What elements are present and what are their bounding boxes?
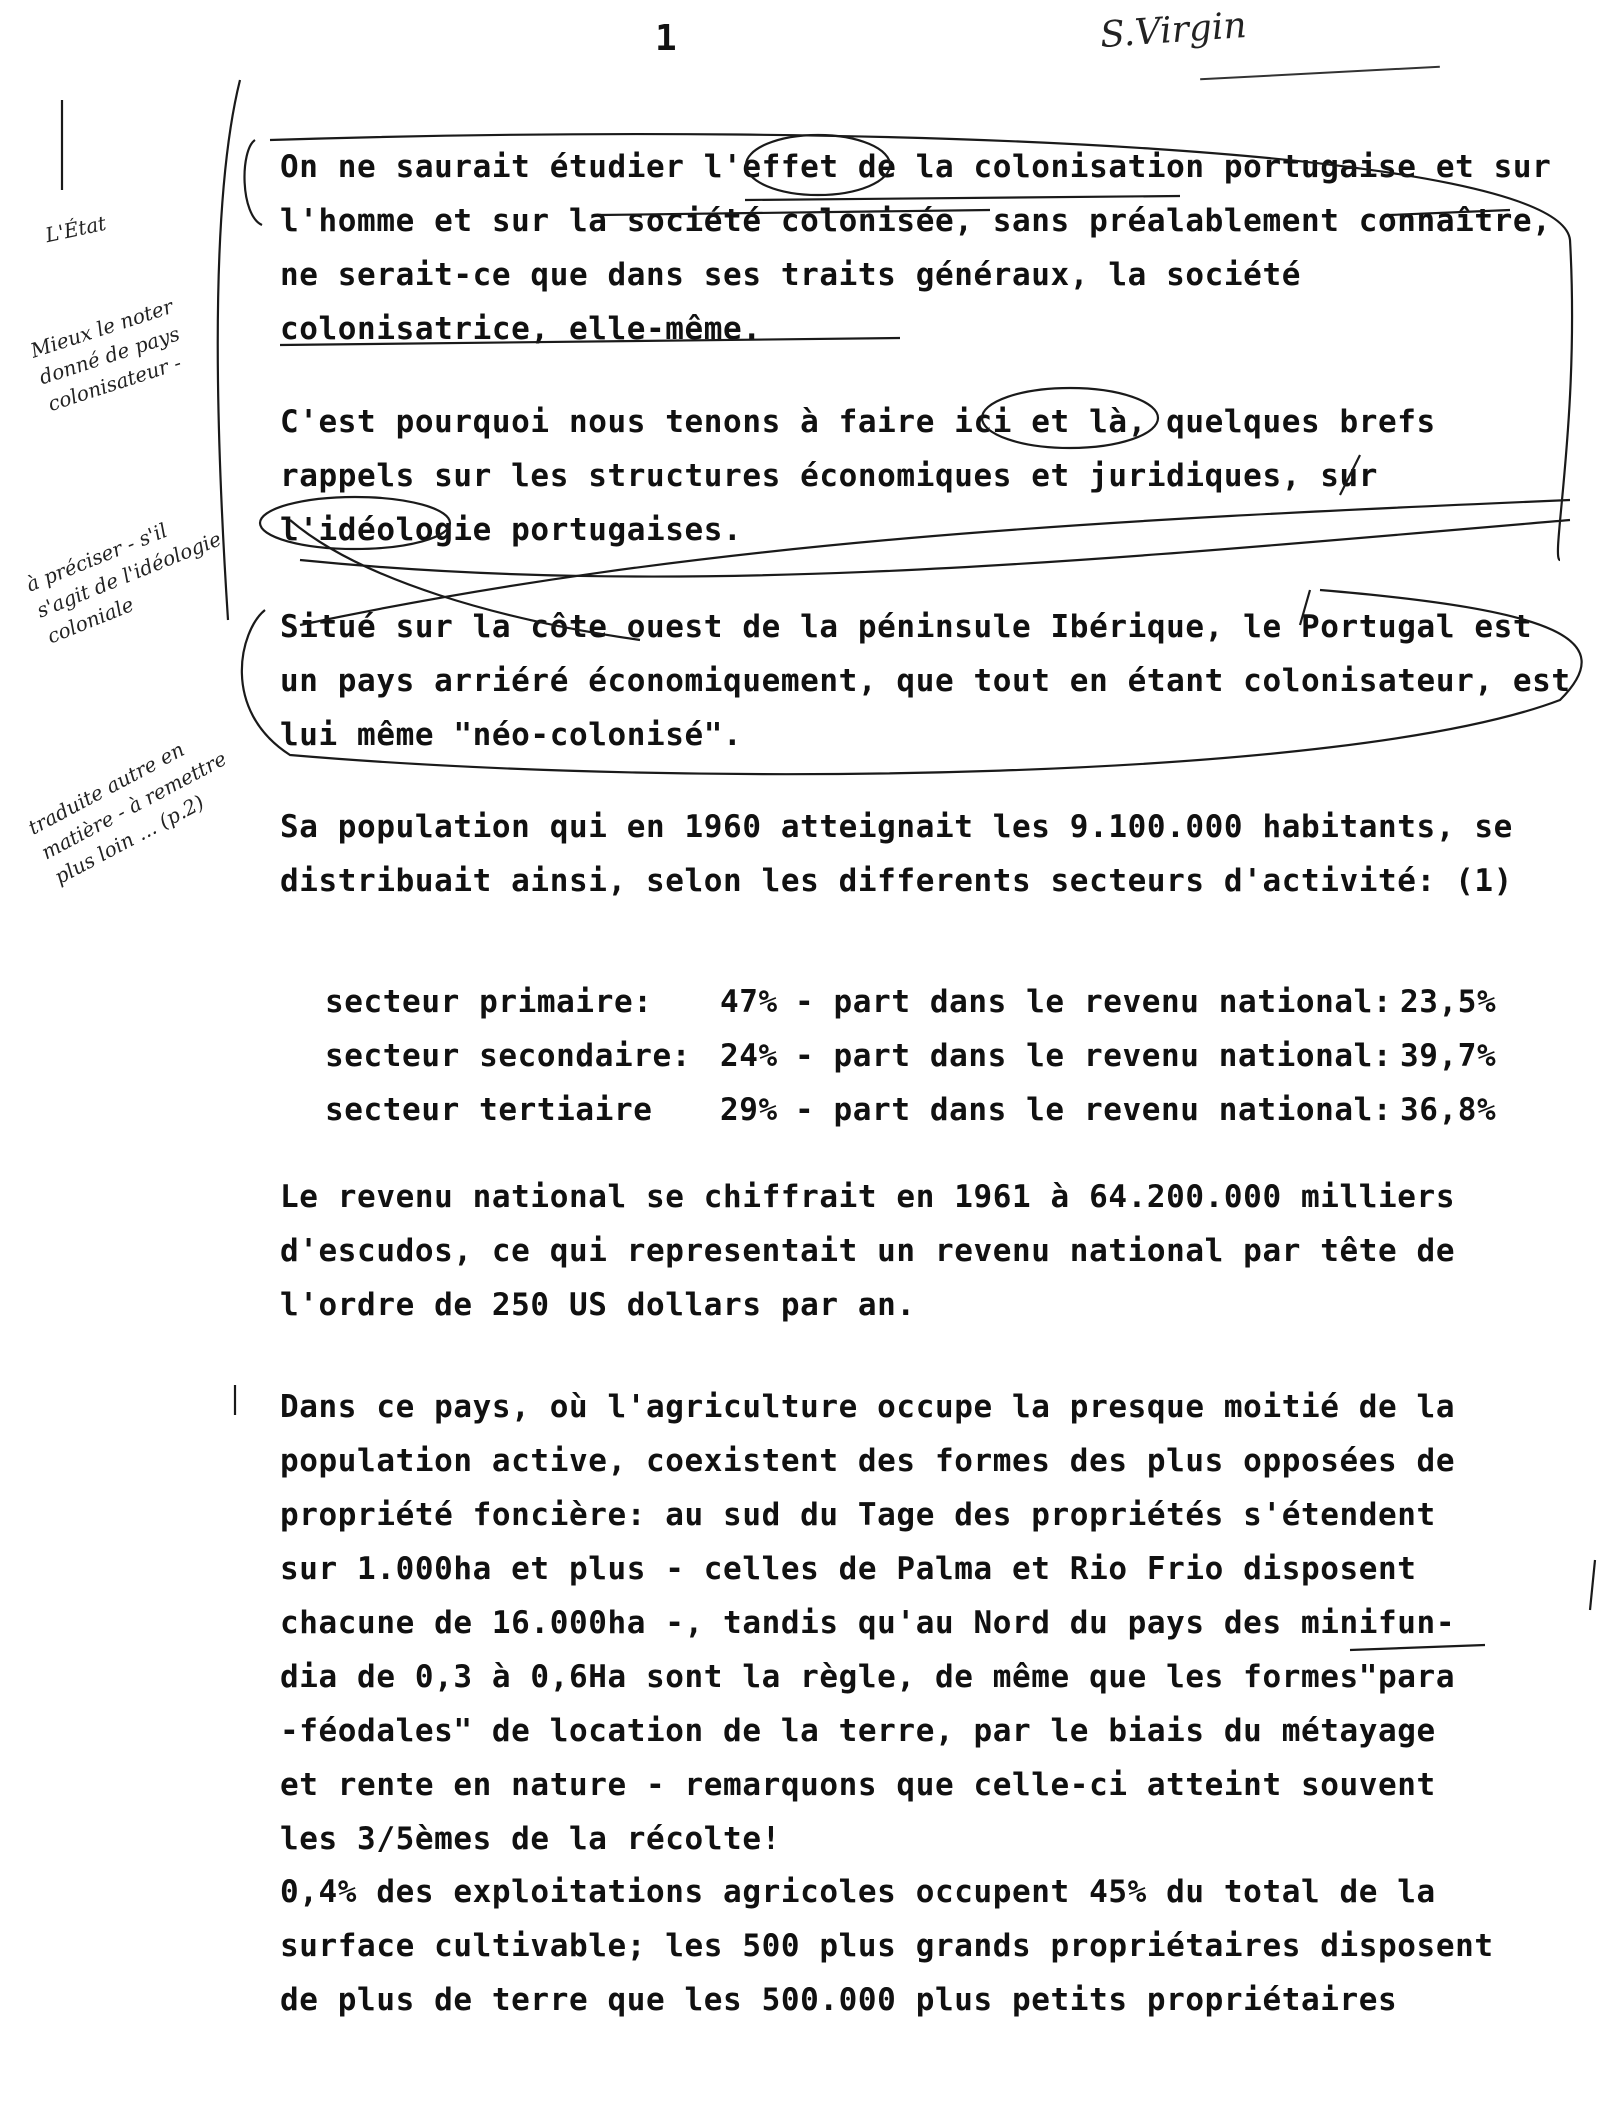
sector-share-text: - part dans le revenu national: — [795, 984, 1393, 1020]
sector-label: secteur tertiaire — [325, 1092, 653, 1128]
paragraph-1: On ne saurait étudier l'effet de la colonisation portugaise et sur l'homme et sur la société colonisée, sans préalablement connaître, ne serait-ce que dans ses traits généraux, la société colonisatrice, elle-même. — [280, 149, 1552, 347]
text-line: de plus de terre que les 500.000 plus petits propriétaires — [280, 1982, 1398, 2018]
text-line: surface cultivable; les 500 plus grands propriétaires disposent — [280, 1928, 1494, 1964]
text-line: 0,4% des exploitations agricoles occupent 45% du total de la — [280, 1874, 1436, 1910]
margin-note-1: L'État — [43, 210, 109, 248]
handwritten-signature: S.Virgin — [1098, 4, 1248, 57]
margin-note-2: Mieux le noter donné de pays colonisateur - — [27, 294, 185, 416]
text-line: dia de 0,3 à 0,6Ha sont la règle, de même que les formes"para — [280, 1659, 1456, 1695]
margin-note-3: à préciser - s'il s'agit de l'idéologie coloniale — [22, 518, 225, 649]
paragraph-2: C'est pourquoi nous tenons à faire ici et là, quelques brefs rappels sur les structures économiques et juridiques, sur l'idéologie portugaises. — [280, 404, 1436, 548]
text-line: Dans ce pays, où l'agriculture occupe la presque moitié de la — [280, 1389, 1456, 1425]
bracket-stroke — [245, 140, 262, 225]
text-line: et rente en nature - remarquons que celle-ci atteint souvent — [280, 1767, 1436, 1803]
sector-share-text: - part dans le revenu national: — [795, 1092, 1393, 1128]
sector-share-text: - part dans le revenu national: — [795, 1038, 1393, 1074]
paragraph-6 — [280, 1380, 1580, 1866]
sector-list — [325, 975, 1575, 1137]
page-number: 1 — [655, 18, 677, 59]
text-line: population active, coexistent des formes des plus opposées de — [280, 1443, 1456, 1479]
signature-underline — [1200, 66, 1440, 81]
sector-share-value: 39,7% — [1400, 1038, 1497, 1074]
text-line: propriété foncière: au sud du Tage des propriétés s'étendent — [280, 1497, 1436, 1533]
sector-percent: 24% — [720, 1038, 778, 1074]
sector-share-value: 36,8% — [1400, 1092, 1497, 1128]
sector-percent: 47% — [720, 984, 778, 1020]
text-line: chacune de 16.000ha -, tandis qu'au Nord du pays des minifun- — [280, 1605, 1456, 1641]
margin-stroke — [1590, 1560, 1595, 1610]
paragraph-5: Le revenu national se chiffrait en 1961 à 64.200.000 milliers d'escudos, ce qui representait un revenu national par tête de l'ordre de 250 US dollars par an. — [280, 1179, 1456, 1323]
sector-share-value: 23,5% — [1400, 984, 1497, 1020]
text-line: sur 1.000ha et plus - celles de Palma et Rio Frio disposent — [280, 1551, 1417, 1587]
text-line: les 3/5èmes de la récolte! — [280, 1821, 781, 1857]
sector-row-secondary — [325, 1029, 1575, 1083]
text-line: -féodales" de location de la terre, par le biais du métayage — [280, 1713, 1436, 1749]
paragraph-3: Situé sur la côte ouest de la péninsule Ibérique, le Portugal est un pays arriéré économiquement, que tout en étant colonisateur, est lui même "néo-colonisé". — [280, 609, 1571, 753]
paragraph-4: Sa population qui en 1960 atteignait les 9.100.000 habitants, se distribuait ainsi, selon les differents secteurs d'activité: (1) — [280, 809, 1513, 899]
sector-row-tertiary — [325, 1083, 1575, 1137]
sector-row-primary — [325, 975, 1575, 1029]
sector-label: secteur secondaire: — [325, 1038, 692, 1074]
margin-note-4: traduite autre en matière - à remettre plus loin ... (p.2) — [24, 737, 231, 889]
paragraph-7 — [280, 1865, 1580, 2027]
sector-percent: 29% — [720, 1092, 778, 1128]
sector-label: secteur primaire: — [325, 984, 653, 1020]
